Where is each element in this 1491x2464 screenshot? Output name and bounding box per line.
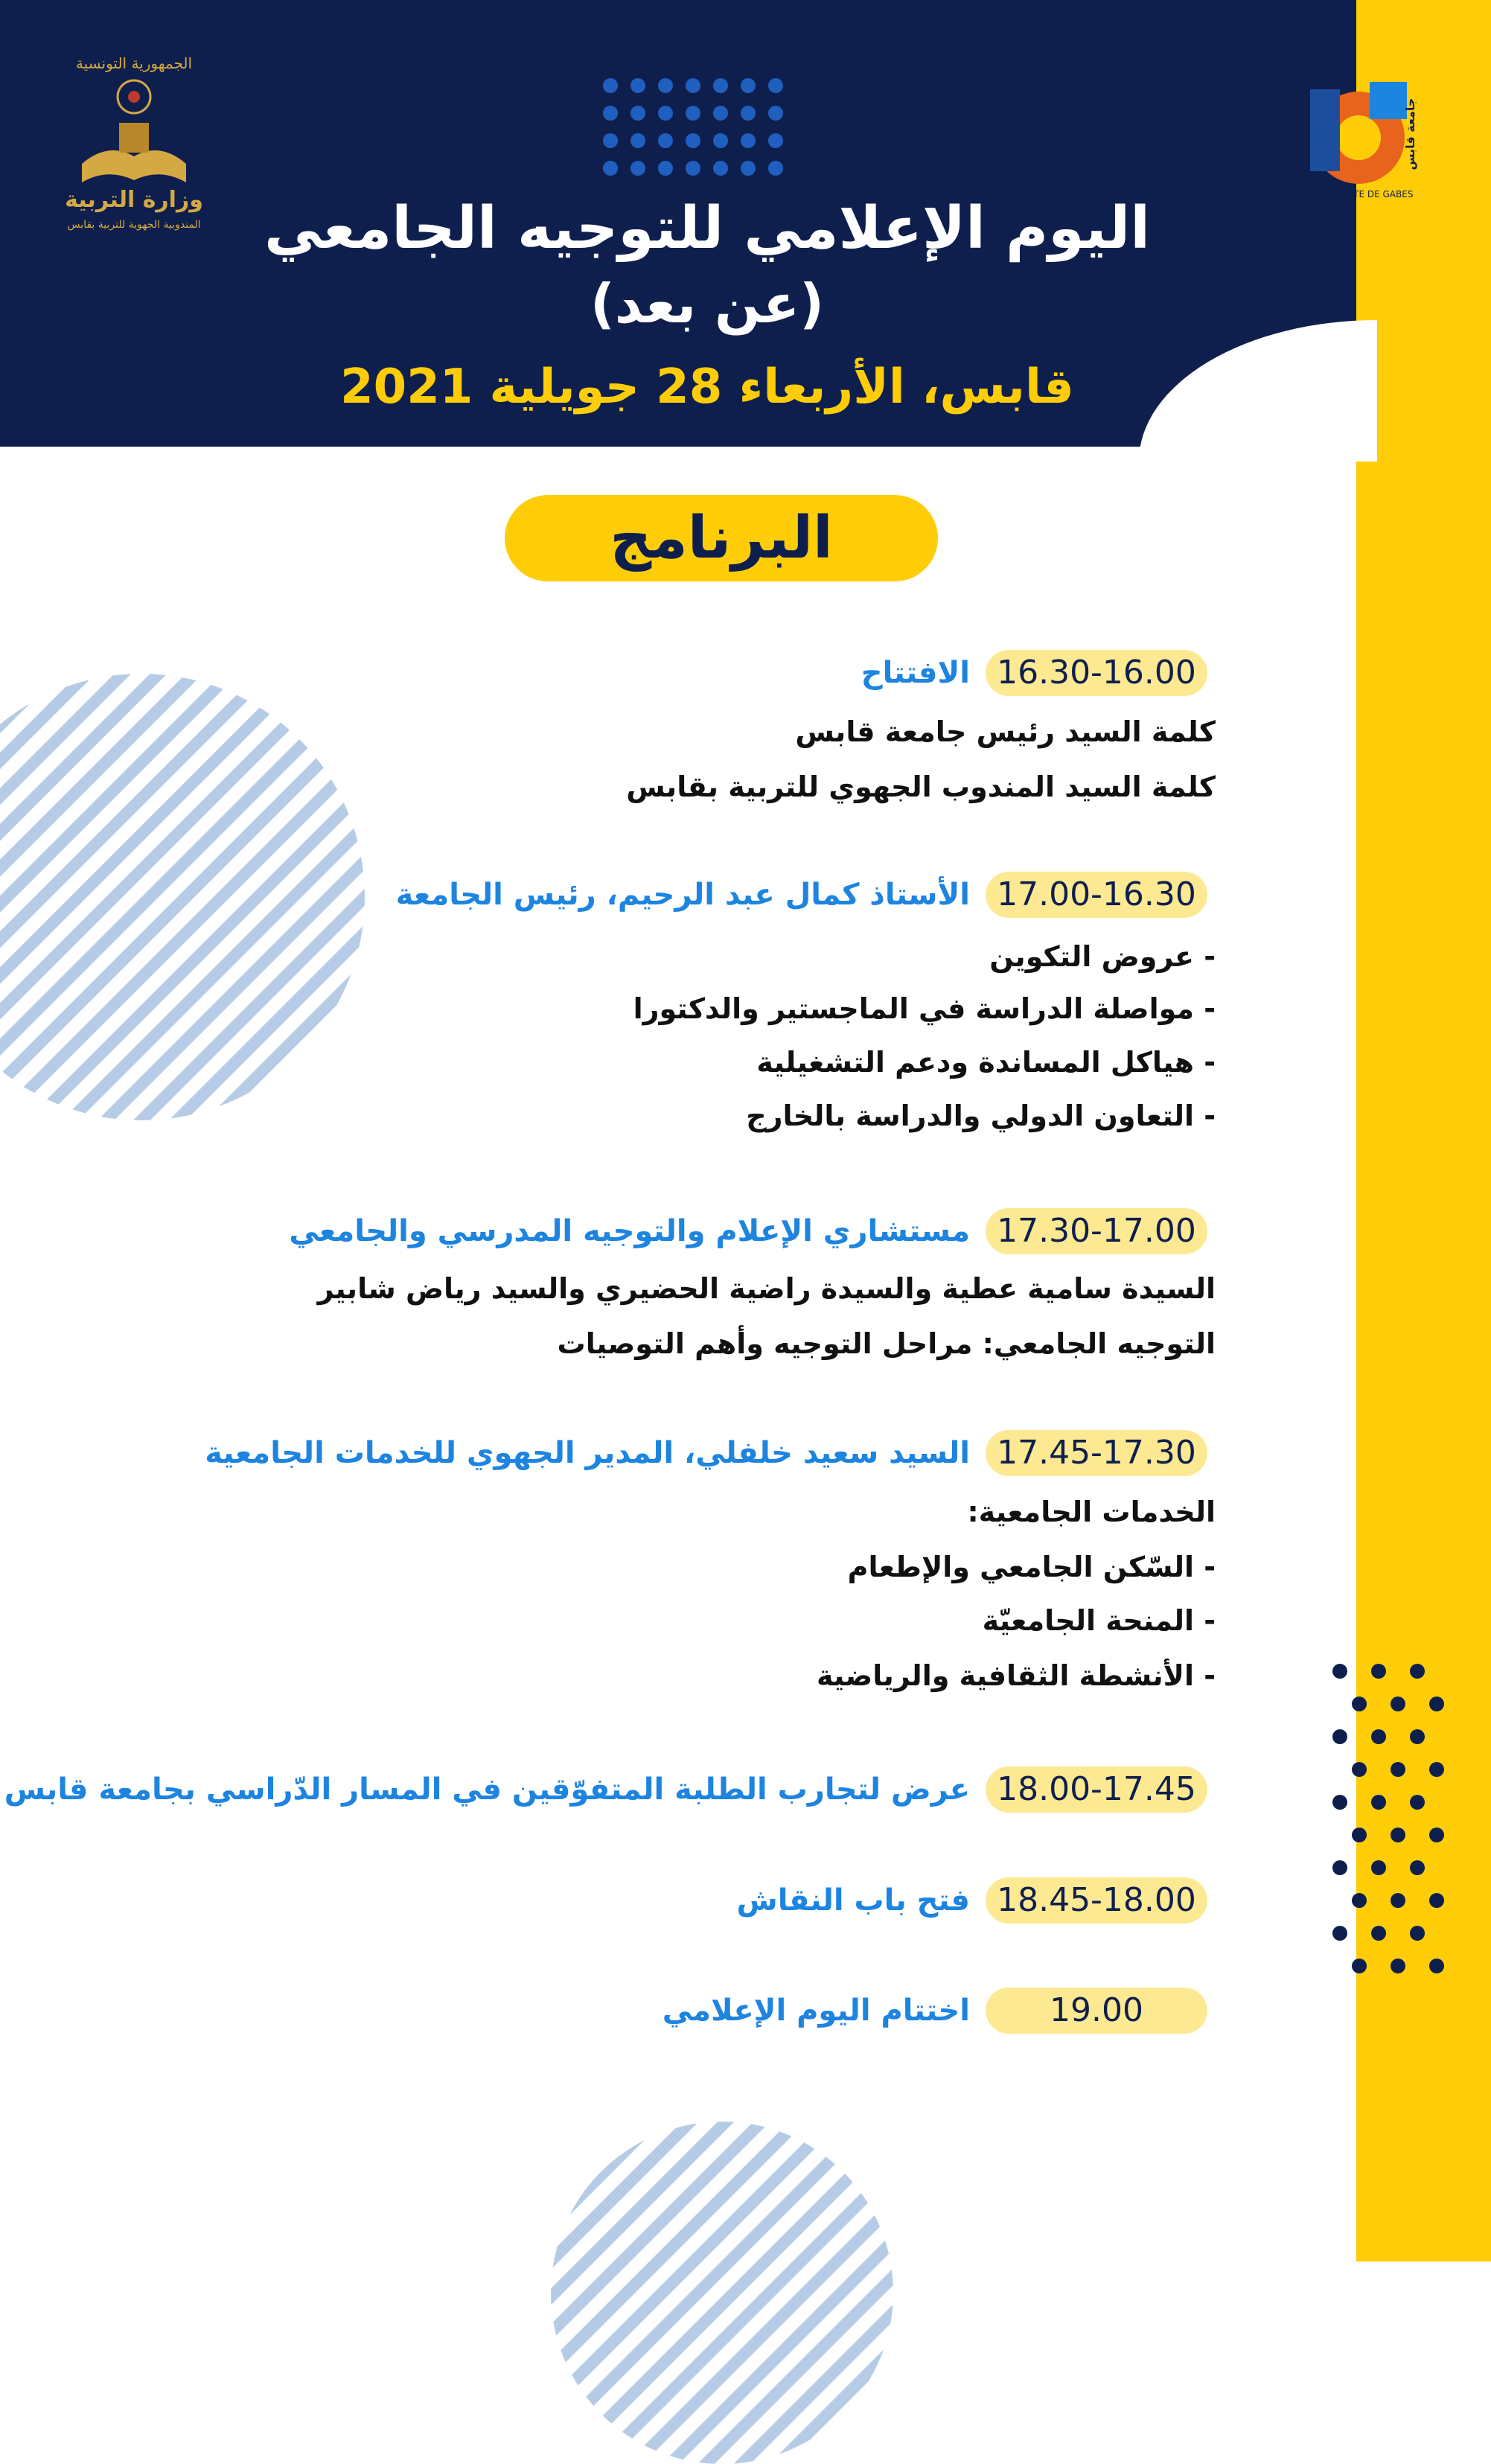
decorative-dot <box>1391 1697 1405 1711</box>
university-logo-latin: UNIVERSITE DE GABES <box>1311 189 1414 200</box>
decorative-dot <box>686 78 700 93</box>
time-slot: 17.00-16.30 <box>986 872 1207 918</box>
decorative-dot <box>1410 1729 1425 1744</box>
event-subtitle: (عن بعد) <box>590 272 825 335</box>
ministry-emblem <box>60 52 208 238</box>
decorative-dot <box>741 161 756 176</box>
decorative-dot <box>713 78 728 93</box>
decorative-dot <box>1391 1828 1405 1842</box>
decorative-dot <box>1352 1697 1367 1711</box>
decorative-dot <box>603 161 618 176</box>
session-line: الخدمات الجامعية: <box>967 1496 1216 1528</box>
decorative-dot <box>1371 1926 1386 1941</box>
university-logo <box>1280 60 1429 208</box>
event-title: اليوم الإعلامي للتوجيه الجامعي <box>264 195 1150 262</box>
decorative-dot <box>1391 1762 1405 1777</box>
decorative-dot <box>1410 1926 1425 1941</box>
decorative-dot <box>1391 1893 1405 1908</box>
time-slot: 18.00-17.45 <box>986 1766 1207 1813</box>
session-heading: الأستاذ كمال عبد الرحيم، رئيس الجامعة <box>395 878 970 912</box>
decorative-dot <box>1332 1664 1347 1679</box>
decorative-dot <box>1371 1729 1386 1744</box>
decorative-dot <box>1332 1926 1347 1941</box>
session-heading: اختتام اليوم الإعلامي <box>662 1994 970 2028</box>
session-line: - عروض التكوين <box>989 940 1216 973</box>
session-heading: السيد سعيد خلفلي، المدير الجهوي للخدمات الجامعية <box>205 1436 970 1470</box>
session-line: - التعاون الدولي والدراسة بالخارج <box>746 1099 1216 1132</box>
decorative-dot <box>1429 1828 1444 1842</box>
decorative-dot <box>1371 1664 1386 1679</box>
decorative-dot <box>603 78 618 93</box>
session-line: التوجيه الجامعي: مراحل التوجيه وأهم التوصيات <box>557 1327 1216 1360</box>
university-logo-arabic: جامعة قابس <box>1403 98 1417 170</box>
ministry-name: وزارة التربية <box>65 187 203 213</box>
session-line: كلمة السيد المندوب الجهوي للتربية بقابس <box>626 770 1216 803</box>
time-slot: 17.30-17.00 <box>986 1208 1207 1254</box>
decorative-dot <box>603 106 618 121</box>
decorative-dot <box>630 161 645 176</box>
decorative-dot <box>713 106 728 121</box>
session-line: - هياكل المساندة ودعم التشغيلية <box>756 1046 1216 1079</box>
program-title: البرنامج <box>505 495 938 581</box>
session-line: - مواصلة الدراسة في الماجستير والدكتورا <box>633 992 1216 1025</box>
session-heading: الافتتاح <box>861 656 970 690</box>
decorative-dot <box>741 78 756 93</box>
decorative-dot <box>1410 1795 1425 1810</box>
decorative-dot <box>741 106 756 121</box>
decorative-dot <box>630 78 645 93</box>
decorative-dot <box>658 78 673 93</box>
session-line: السيدة سامية عطية والسيدة راضية الحضيري والسيد رياض شابير <box>317 1272 1216 1305</box>
decorative-dot <box>658 106 673 121</box>
decorative-dot <box>1410 1860 1425 1875</box>
event-date: قابس، الأربعاء 28 جويلية 2021 <box>340 360 1074 415</box>
decorative-dot <box>603 133 618 148</box>
time-slot: 18.45-18.00 <box>986 1877 1207 1924</box>
decorative-dot <box>686 133 700 148</box>
decorative-dot <box>658 133 673 148</box>
time-slot: 17.45-17.30 <box>986 1430 1207 1476</box>
decorative-dot <box>630 133 645 148</box>
session-line: كلمة السيد رئيس جامعة قابس <box>795 715 1216 748</box>
ministry-top-text: الجمهورية التونسية <box>75 54 193 72</box>
decorative-dot <box>1332 1729 1347 1744</box>
time-slot: 19.00 <box>986 1988 1207 2034</box>
decorative-dot <box>1332 1860 1347 1875</box>
session-line: - المنحة الجامعيّة <box>982 1604 1216 1637</box>
decorative-dot <box>713 161 728 176</box>
decorative-dot <box>686 161 700 176</box>
decorative-dot <box>768 133 783 148</box>
decorative-dot <box>658 161 673 176</box>
decorative-dot <box>686 106 700 121</box>
decorative-dot <box>1352 1762 1367 1777</box>
decorative-dot <box>1352 1828 1367 1842</box>
decorative-dot <box>741 133 756 148</box>
decorative-dot <box>630 106 645 121</box>
ministry-sub-text: المندوبية الجهوية للتربية بقابس <box>67 219 201 231</box>
decorative-dot <box>1429 1959 1444 1973</box>
decorative-dot <box>1410 1664 1425 1679</box>
decorative-dot <box>1371 1860 1386 1875</box>
decorative-dot <box>1332 1795 1347 1810</box>
decorative-dot <box>1391 1959 1405 1973</box>
striped-circle-decoration-left <box>0 674 365 1120</box>
decorative-dot <box>1352 1893 1367 1908</box>
decorative-dot <box>768 78 783 93</box>
striped-circle-decoration-bottom <box>551 2122 893 2464</box>
decorative-dot <box>768 106 783 121</box>
session-heading: عرض لتجارب الطلبة المتفوّقين في المسار الدّراسي بجامعة قابس <box>4 1772 970 1807</box>
decorative-dot <box>713 133 728 148</box>
decorative-dot <box>1429 1697 1444 1711</box>
session-heading: فتح باب النقاش <box>736 1883 970 1918</box>
decorative-dot <box>1429 1893 1444 1908</box>
decorative-dot <box>1429 1762 1444 1777</box>
decorative-dot <box>1352 1959 1367 1973</box>
session-line: - الأنشطة الثقافية والرياضية <box>816 1659 1216 1692</box>
time-slot: 16.30-16.00 <box>986 650 1207 696</box>
session-line: - السّكن الجامعي والإطعام <box>847 1551 1216 1583</box>
session-heading: مستشاري الإعلام والتوجيه المدرسي والجامعي <box>289 1214 970 1248</box>
decorative-dot <box>768 161 783 176</box>
decorative-dot <box>1371 1795 1386 1810</box>
